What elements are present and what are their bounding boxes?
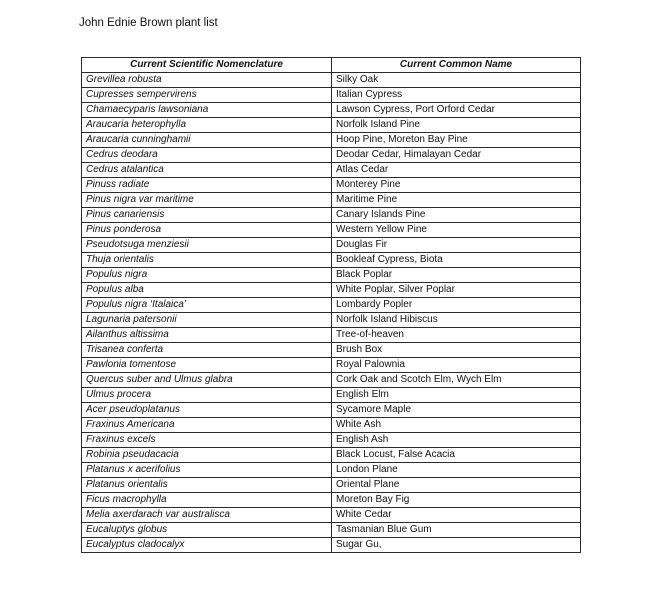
scientific-name-cell: Pinus canariensis [82, 208, 332, 223]
table-row [82, 418, 581, 433]
common-name-cell: Oriental Plane [332, 478, 581, 493]
common-name-cell: White Cedar [332, 508, 581, 523]
scientific-name-cell: Pawlonia tomentose [82, 358, 332, 373]
table-row [82, 298, 581, 313]
scientific-name-cell: Populus nigra [82, 268, 332, 283]
table-row [82, 328, 581, 343]
table-row [82, 283, 581, 298]
table-row [82, 523, 581, 538]
common-name-cell: English Ash [332, 433, 581, 448]
scientific-name-cell: Cedrus deodara [82, 148, 332, 163]
common-name-cell: Sycamore Maple [332, 403, 581, 418]
table-row [82, 148, 581, 163]
scientific-name-cell: Trisanea conferta [82, 343, 332, 358]
common-name-cell: Moreton Bay Fig [332, 493, 581, 508]
scientific-name-cell: Eucaluptys globus [82, 523, 332, 538]
scientific-name-cell: Araucaria heterophylla [82, 118, 332, 133]
table-row [82, 313, 581, 328]
scientific-name-cell: Melia axerdarach var australisca [82, 508, 332, 523]
common-name-cell: English Elm [332, 388, 581, 403]
table-row [82, 448, 581, 463]
table-row [82, 463, 581, 478]
scientific-name-cell: Pinuss radiate [82, 178, 332, 193]
scientific-name-cell: Cupresses sempervirens [82, 88, 332, 103]
scientific-name-cell: Populus alba [82, 283, 332, 298]
scientific-name-cell: Ailanthus altissima [82, 328, 332, 343]
scientific-name-cell: Pseudotsuga menziesii [82, 238, 332, 253]
common-name-cell: Black Locust, False Acacia [332, 448, 581, 463]
common-name-cell: Deodar Cedar, Himalayan Cedar [332, 148, 581, 163]
common-name-cell: Douglas Fir [332, 238, 581, 253]
scientific-name-cell: Acer pseudoplatanus [82, 403, 332, 418]
scientific-name-cell: Populus nigra ‘Italaica’ [82, 298, 332, 313]
table-row [82, 253, 581, 268]
document-title: John Ednie Brown plant list [79, 17, 218, 29]
common-name-cell: Norfolk Island Pine [332, 118, 581, 133]
common-name-cell: Black Poplar [332, 268, 581, 283]
table-row [82, 238, 581, 253]
table-row [82, 103, 581, 118]
scientific-name-cell: Ulmus procera [82, 388, 332, 403]
common-name-cell: Maritime Pine [332, 193, 581, 208]
table-row [82, 508, 581, 523]
common-name-cell: Norfolk Island Hibiscus [332, 313, 581, 328]
plant-list-table [81, 57, 581, 553]
common-name-cell: Royal Palownia [332, 358, 581, 373]
table-row [82, 118, 581, 133]
common-name-cell: Cork Oak and Scotch Elm, Wych Elm [332, 373, 581, 388]
scientific-name-cell: Thuja orientalis [82, 253, 332, 268]
table-row [82, 538, 581, 553]
scientific-name-cell: Platanus x acerifolius [82, 463, 332, 478]
scientific-name-cell: Pinus ponderosa [82, 223, 332, 238]
common-name-cell: White Ash [332, 418, 581, 433]
scientific-name-cell: Fraxinus excels [82, 433, 332, 448]
table-row [82, 433, 581, 448]
scientific-name-cell: Robinia pseudacacia [82, 448, 332, 463]
common-name-cell: Monterey Pine [332, 178, 581, 193]
table-row [82, 373, 581, 388]
scientific-name-cell: Pinus nigra var maritime [82, 193, 332, 208]
common-name-cell: Silky Oak [332, 73, 581, 88]
table-row [82, 388, 581, 403]
table-body [82, 73, 581, 553]
common-name-cell: London Plane [332, 463, 581, 478]
table-row [82, 163, 581, 178]
scientific-name-cell: Fraxinus Americana [82, 418, 332, 433]
scientific-name-cell: Chamaecyparis lawsoniana [82, 103, 332, 118]
common-name-cell: Canary Islands Pine [332, 208, 581, 223]
table-row [82, 88, 581, 103]
scientific-name-cell: Lagunaria patersonii [82, 313, 332, 328]
scientific-name-cell: Quercus suber and Ulmus glabra [82, 373, 332, 388]
common-name-cell: Brush Box [332, 343, 581, 358]
table-row [82, 343, 581, 358]
common-name-cell: Tree-of-heaven [332, 328, 581, 343]
column-header-common-name: Current Common Name [332, 58, 581, 73]
scientific-name-cell: Platanus orientalis [82, 478, 332, 493]
scientific-name-cell: Grevillea robusta [82, 73, 332, 88]
table-row [82, 268, 581, 283]
column-header-scientific-name: Current Scientific Nomenclature [82, 58, 332, 73]
table-row [82, 358, 581, 373]
scientific-name-cell: Cedrus atalantica [82, 163, 332, 178]
table-row [82, 208, 581, 223]
common-name-cell: Lombardy Popler [332, 298, 581, 313]
table-row [82, 223, 581, 238]
common-name-cell: Italian Cypress [332, 88, 581, 103]
table-row [82, 133, 581, 148]
common-name-cell: Western Yellow Pine [332, 223, 581, 238]
scientific-name-cell: Eucalyptus cladocalyx [82, 538, 332, 553]
table-row [82, 193, 581, 208]
table-row [82, 493, 581, 508]
common-name-cell: Sugar Gu, [332, 538, 581, 553]
scientific-name-cell: Ficus macrophylla [82, 493, 332, 508]
table-row [82, 73, 581, 88]
table-row [82, 403, 581, 418]
common-name-cell: Bookleaf Cypress, Biota [332, 253, 581, 268]
table-row [82, 178, 581, 193]
table-header-row [82, 58, 581, 73]
common-name-cell: Hoop Pine, Moreton Bay Pine [332, 133, 581, 148]
common-name-cell: Lawson Cypress, Port Orford Cedar [332, 103, 581, 118]
common-name-cell: White Poplar, Silver Poplar [332, 283, 581, 298]
scientific-name-cell: Araucaria cunninghamii [82, 133, 332, 148]
table-row [82, 478, 581, 493]
common-name-cell: Atlas Cedar [332, 163, 581, 178]
common-name-cell: Tasmanian Blue Gum [332, 523, 581, 538]
